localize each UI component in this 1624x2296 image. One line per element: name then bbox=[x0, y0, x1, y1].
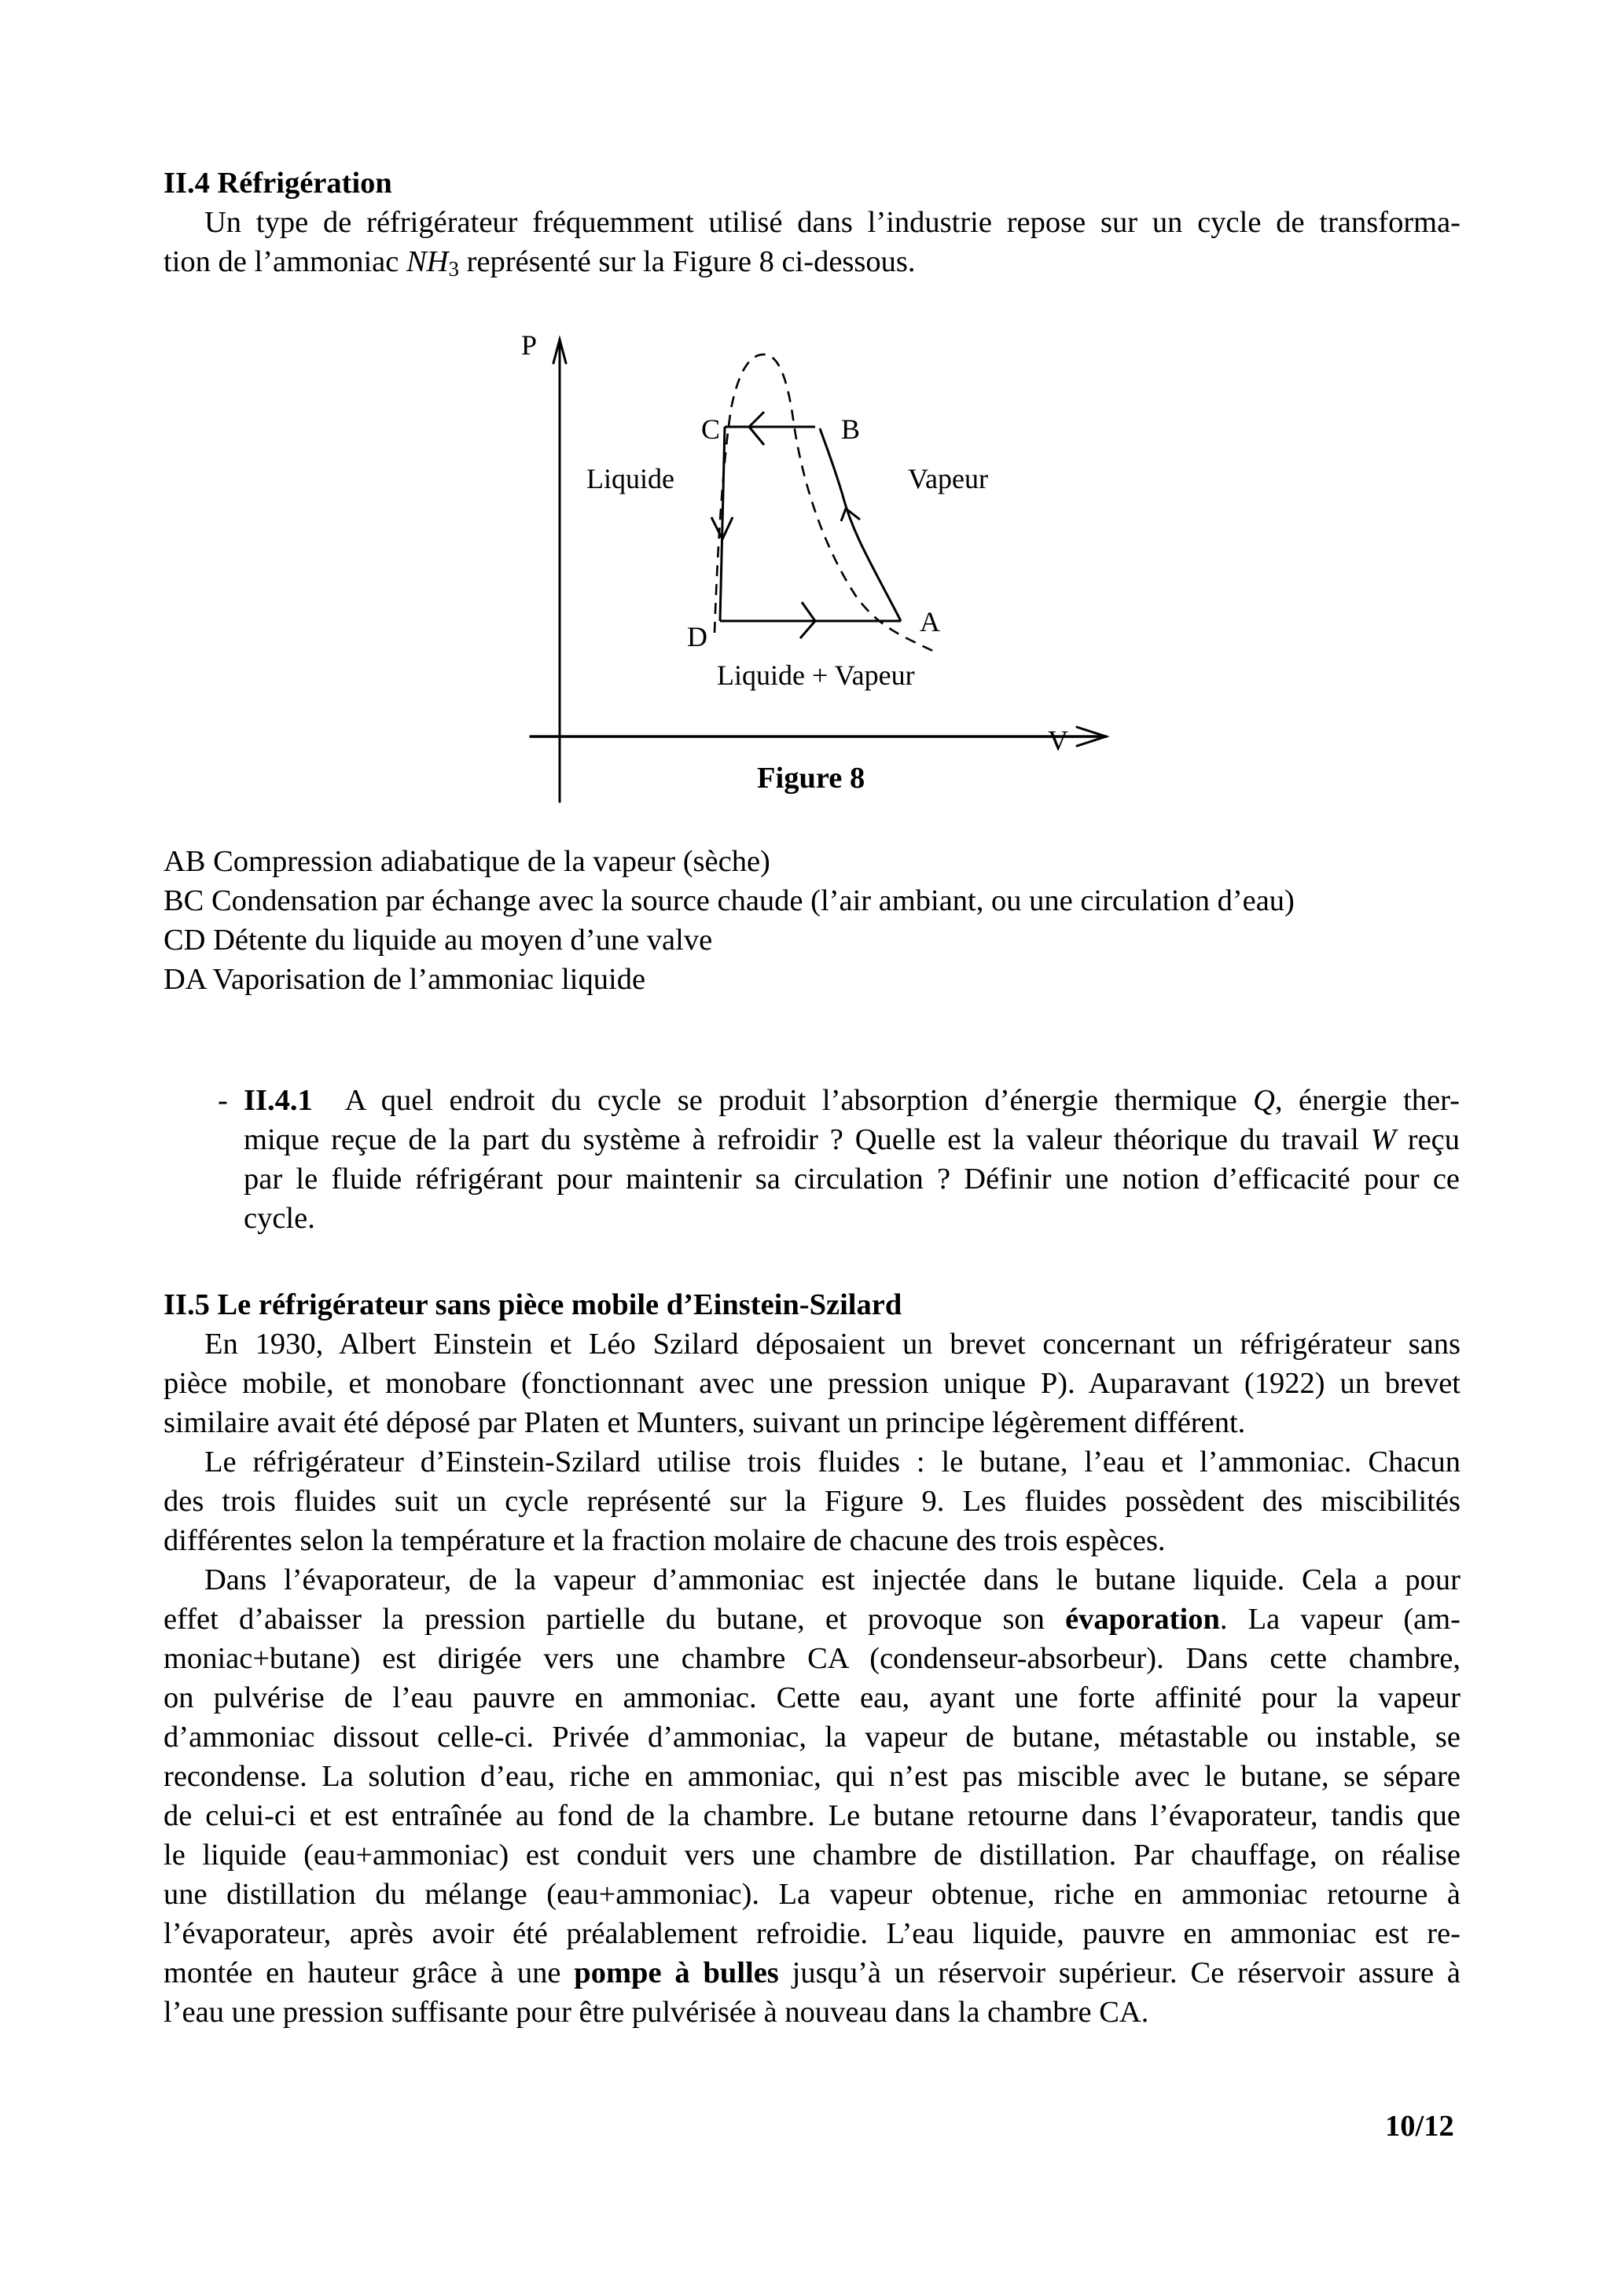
p2-line-3: différentes selon la température et la fraction molaire de chacune des trois espèces. bbox=[164, 1524, 1166, 1557]
p3-line-8: le liquide (eau+ammoniac) est conduit vers une chambre de distillation. Par chauffage, on réalise bbox=[164, 1839, 1460, 1872]
figure-caption: Figure 8 bbox=[757, 762, 865, 795]
intro-text: tion de l’ammoniac bbox=[164, 245, 406, 278]
question-body bbox=[244, 1081, 1460, 1238]
arrow-da bbox=[800, 602, 815, 638]
transformation-cd: CD Détente du liquide au moyen d’une valve bbox=[164, 924, 713, 957]
region-liquid-label: Liquide bbox=[586, 463, 674, 494]
question-text: mique reçue de la part du système à refroidir ? Quelle est la valeur théorique du travail bbox=[244, 1123, 1371, 1156]
point-d-label: D bbox=[687, 621, 707, 652]
p3-line-7: de celui-ci et est entraînée au fond de la chambre. Le butane retourne dans l’évaporateur, tandis que bbox=[164, 1799, 1460, 1832]
p3-line-1: Dans l’évaporateur, de la vapeur d’ammoniac est injectée dans le butane liquide. Cela a pour bbox=[204, 1563, 1460, 1596]
p3-line-11 bbox=[164, 1953, 1460, 1993]
formula-nh3 bbox=[406, 245, 448, 278]
question-line-1 bbox=[244, 1081, 1460, 1120]
p3-text: effet d’abaisser la pression partielle du butane, et provoque son bbox=[164, 1603, 1066, 1636]
question-text: A quel endroit du cycle se produit l’absorption d’énergie thermique bbox=[344, 1084, 1254, 1117]
section-heading-ii5: II.5 Le réfrigérateur sans pièce mobile d’Einstein-Szilard bbox=[164, 1288, 902, 1321]
segment-cd bbox=[720, 427, 725, 621]
region-vapor-label: Vapeur bbox=[908, 463, 988, 494]
question-text: , énergie ther- bbox=[1274, 1084, 1460, 1117]
arrow-cd bbox=[711, 517, 733, 539]
p2-line-2: des trois fluides suit un cycle représenté sur la Figure 9. Les fluides possèdent des miscibilités bbox=[164, 1485, 1460, 1518]
point-a-label: A bbox=[920, 606, 940, 637]
v-axis-label: V bbox=[1048, 725, 1068, 756]
region-mixture-label: Liquide + Vapeur bbox=[717, 659, 915, 691]
question-ii41 bbox=[218, 1081, 1460, 1238]
saturation-dome-curve bbox=[715, 355, 939, 654]
paragraph-1 bbox=[164, 1324, 1460, 1442]
arrow-ab bbox=[841, 509, 860, 521]
p-axis-arrowhead bbox=[553, 340, 566, 363]
formula-base: NH bbox=[406, 245, 449, 278]
p1-line-1: En 1930, Albert Einstein et Léo Szilard déposaient un brevet concernant un réfrigérateur sans bbox=[204, 1328, 1460, 1361]
transformation-da: DA Vaporisation de l’ammoniac liquide bbox=[164, 963, 646, 996]
p3-line-4: on pulvérise de l’eau pauvre en ammoniac. Cette eau, ayant une forte affinité pour la vapeur bbox=[164, 1681, 1460, 1714]
p2-line-1: Le réfrigérateur d’Einstein-Szilard utilise trois fluides : le butane, l’eau et l’ammoniac. Chacun bbox=[204, 1446, 1460, 1479]
transformations-list bbox=[164, 842, 1460, 999]
p3-text: montée en hauteur grâce à une bbox=[164, 1956, 575, 1989]
p3-line-5: d’ammoniac dissout celle-ci. Privée d’ammoniac, la vapeur de butane, métastable ou instable, se bbox=[164, 1721, 1460, 1754]
p-axis-label: P bbox=[521, 329, 538, 361]
point-b-label: B bbox=[841, 413, 861, 445]
intro-line-1: Un type de réfrigérateur fréquemment utilisé dans l’industrie repose sur un cycle de transforma- bbox=[204, 206, 1460, 239]
question-line-2 bbox=[244, 1120, 1460, 1159]
paragraph-3 bbox=[164, 1560, 1460, 2032]
question-text: reçu bbox=[1395, 1123, 1460, 1156]
variable-q: Q bbox=[1253, 1084, 1275, 1117]
p3-line-9: une distillation du mélange (eau+ammoniac). La vapeur obtenue, riche en ammoniac retourne à bbox=[164, 1878, 1460, 1911]
p3-line-10: l’évaporateur, après avoir été préalablement refroidie. L’eau liquide, pauvre en ammoniac est re- bbox=[164, 1917, 1460, 1950]
arrow-bc bbox=[749, 412, 764, 445]
question-bullet: - bbox=[218, 1084, 228, 1117]
p3-line-6: recondense. La solution d’eau, riche en ammoniac, qui n’est pas miscible avec le butane, se sépare bbox=[164, 1760, 1460, 1793]
section-ii5 bbox=[164, 1285, 1460, 2032]
section-heading-ii4: II.4 Réfrigération bbox=[164, 167, 392, 200]
transformation-bc: BC Condensation par échange avec la source chaude (l’air ambiant, ou une circulation d’eau) bbox=[164, 884, 1295, 917]
page-number: 10/12 bbox=[1385, 2110, 1454, 2143]
p3-text: jusqu’à un réservoir supérieur. Ce réservoir assure à bbox=[778, 1956, 1460, 1989]
intro-paragraph bbox=[164, 203, 1460, 281]
variable-w: W bbox=[1370, 1123, 1396, 1156]
p3-line-12: l’eau une pression suffisante pour être pulvérisée à nouveau dans la chambre CA. bbox=[164, 1996, 1149, 2029]
term-evaporation: évaporation bbox=[1065, 1603, 1220, 1636]
segment-ab bbox=[820, 428, 901, 621]
paragraph-2 bbox=[164, 1442, 1460, 1560]
p3-text: . La vapeur (am- bbox=[1219, 1603, 1460, 1636]
intro-text: représenté sur la Figure 8 ci-dessous. bbox=[458, 245, 916, 278]
question-line-4: cycle. bbox=[244, 1202, 315, 1235]
formula-subscript: 3 bbox=[448, 257, 459, 281]
question-number: II.4.1 bbox=[244, 1084, 313, 1117]
transformation-ab: AB Compression adiabatique de la vapeur (sèche) bbox=[164, 845, 770, 878]
term-bubble-pump: pompe à bulles bbox=[574, 1956, 779, 1989]
intro-line-2 bbox=[164, 242, 1460, 281]
p1-line-2: pièce mobile, et monobare (fonctionnant avec une pression unique P). Auparavant (1922) un brevet bbox=[164, 1367, 1460, 1400]
point-c-label: C bbox=[701, 413, 721, 445]
p3-line-2 bbox=[164, 1600, 1460, 1639]
v-axis-arrowhead bbox=[1077, 727, 1106, 746]
p1-line-3: similaire avait été déposé par Platen et Munters, suivant un principe légèrement différent. bbox=[164, 1406, 1246, 1439]
section-ii4 bbox=[164, 163, 1460, 281]
question-line-3: par le fluide réfrigérant pour maintenir sa circulation ? Définir une notion d’efficacité pour ce bbox=[244, 1163, 1460, 1196]
p3-line-3: moniac+butane) est dirigée vers une chambre CA (condenseur-absorbeur). Dans cette chambre, bbox=[164, 1642, 1460, 1675]
